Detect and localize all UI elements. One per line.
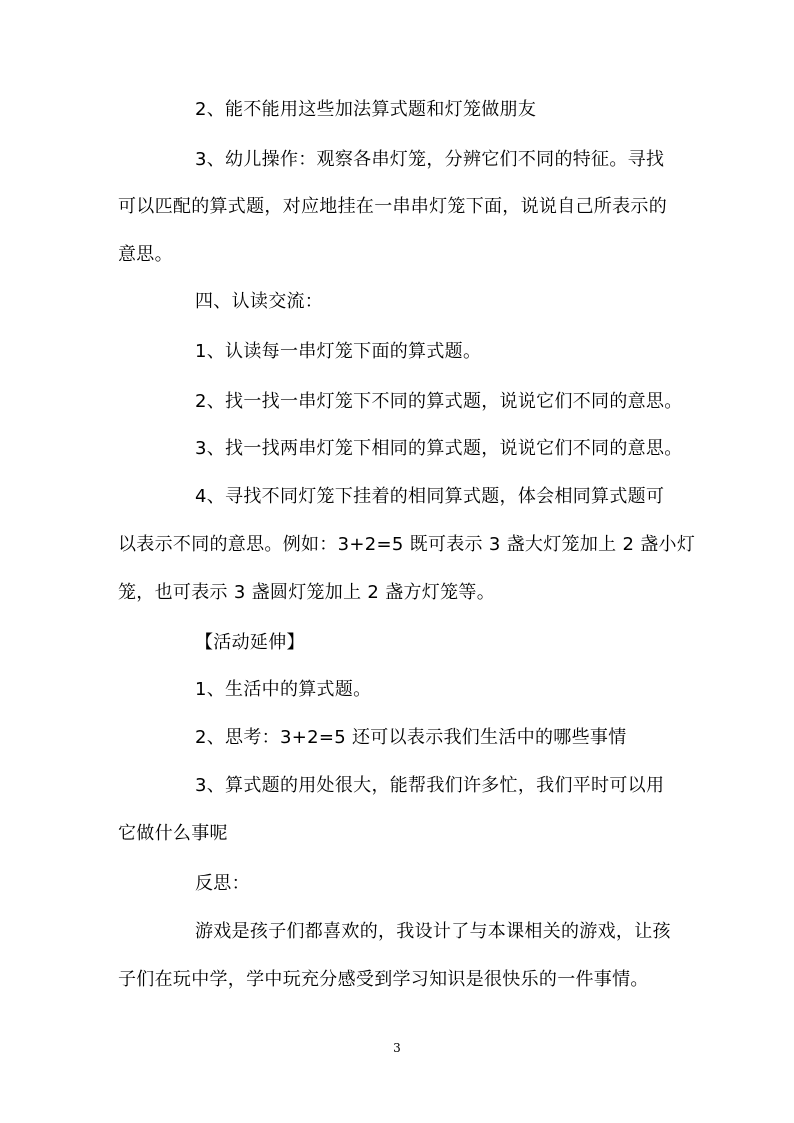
- text-line: 2、思考：3+2=5 还可以表示我们生活中的哪些事情: [195, 727, 627, 748]
- text-line: 3、算式题的用处很大，能帮我们许多忙，我们平时可以用: [195, 775, 665, 796]
- text-line: 4、寻找不同灯笼下挂着的相同算式题，体会相同算式题可: [195, 486, 665, 507]
- text-line: 以表示不同的意思。例如：3+2=5 既可表示 3 盏大灯笼加上 2 盏小灯: [118, 534, 696, 555]
- section-heading: 反思：: [195, 873, 250, 894]
- text-line: 子们在玩中学，学中玩充分感受到学习知识是很快乐的一件事情。: [118, 969, 649, 990]
- text-line: 2、能不能用这些加法算式题和灯笼做朋友: [195, 99, 537, 120]
- text-line: 游戏是孩子们都喜欢的，我设计了与本课相关的游戏，让孩: [195, 921, 671, 942]
- text-line: 2、找一找一串灯笼下不同的算式题，说说它们不同的意思。: [195, 391, 683, 412]
- section-heading: 四、认读交流：: [195, 291, 324, 312]
- text-line: 1、认读每一串灯笼下面的算式题。: [195, 341, 482, 362]
- text-line: 1、生活中的算式题。: [195, 679, 372, 700]
- text-line: 可以匹配的算式题，对应地挂在一串串灯笼下面，说说自己所表示的: [118, 196, 667, 217]
- page-number: 3: [393, 1041, 401, 1055]
- text-line: 意思。: [118, 244, 173, 265]
- text-line: 3、幼儿操作：观察各串灯笼，分辨它们不同的特征。寻找: [195, 149, 665, 170]
- text-line: 3、找一找两串灯笼下相同的算式题，说说它们不同的意思。: [195, 438, 683, 459]
- text-line: 笼，也可表示 3 盏圆灯笼加上 2 盏方灯笼等。: [118, 582, 495, 603]
- text-line: 它做什么事呢: [118, 823, 228, 844]
- section-heading: 【活动延伸】: [195, 632, 305, 653]
